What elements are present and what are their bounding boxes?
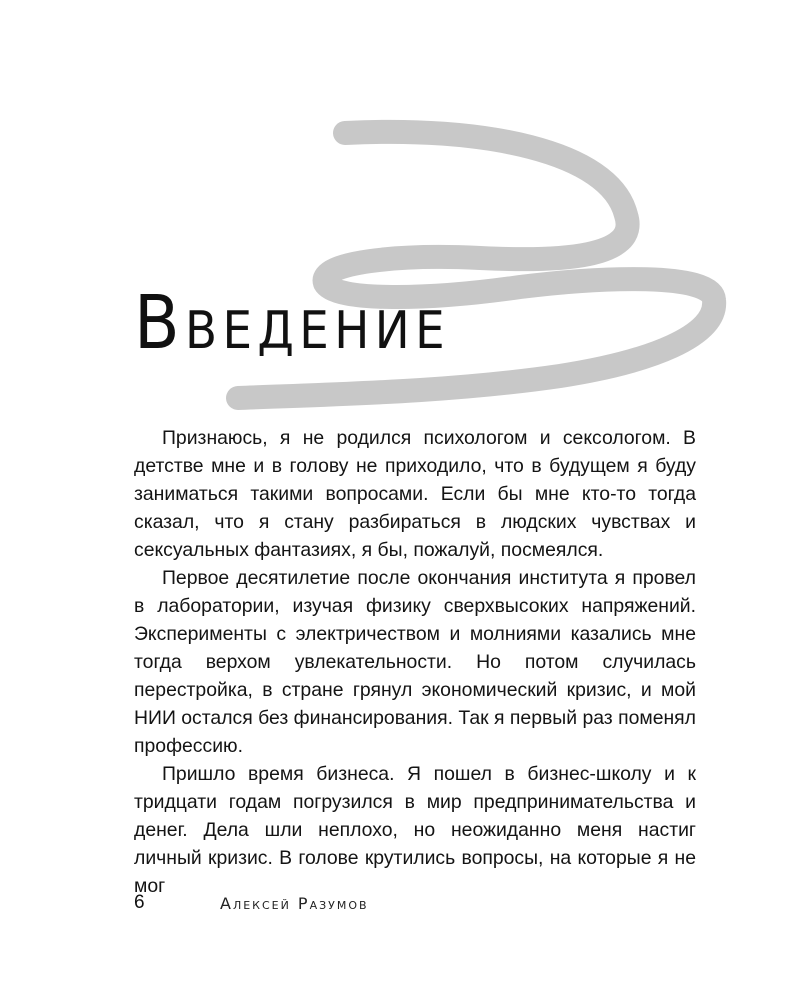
page-footer [134,890,696,920]
chapter-title [134,272,554,362]
running-head-author: Алексей Разумов [220,894,369,913]
paragraph-2: Первое десятилетие после окончания института я провел в лаборатории, изучая физику сверхвысоких напряжений. Эксперименты с электричеством и молниями казались мне тогда верхом увлекательности. Но потом случилась перестройка, в стране грянул экономический кризис, и мой НИИ остался без финансирования. Так я первый раз поменял профессию. [134,567,696,757]
paragraph-1: Признаюсь, я не родился психологом и сексологом. В детстве мне и в голову не приходило, что в будущем я буду заниматься такими вопросами. Если бы мне кто-то тогда сказал, что я стану разбираться в людских чувствах и сексуальных фантазиях, я бы, пожалуй, посмеялся. [134,427,696,561]
paragraph-3: Пришло время бизнеса. Я пошел в бизнес-школу и к тридцати годам погрузился в мир предпринимательства и денег. Дела шли неплохо, но неожиданно меня настиг личный кризис. В голове крутились вопросы, на которые я не мог [134,763,696,897]
body-text [134,424,696,900]
page-number: 6 [134,892,145,913]
chapter-title-text: Введение [134,280,450,362]
